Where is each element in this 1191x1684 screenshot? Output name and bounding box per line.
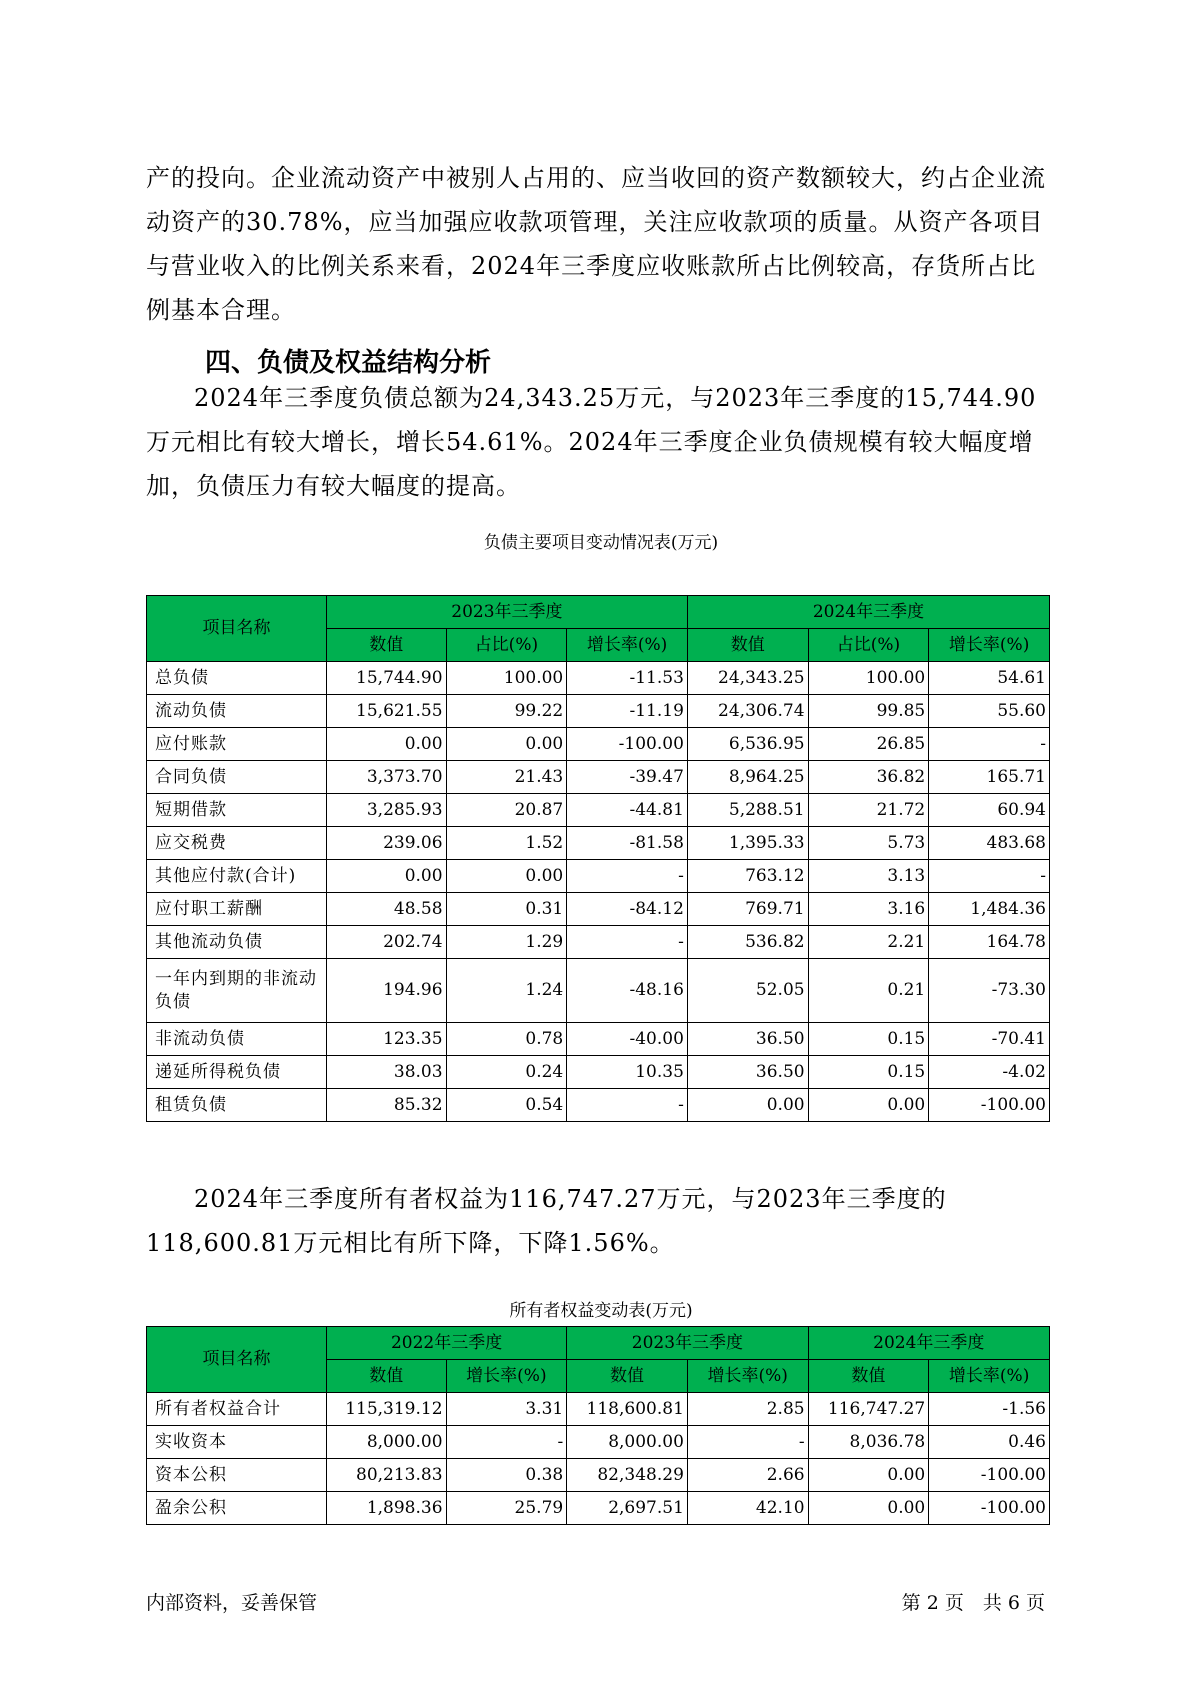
cell-growth: -100.00 — [929, 1089, 1050, 1122]
cell-value: 0.00 — [326, 728, 446, 761]
table1-col-value: 数值 — [687, 629, 808, 662]
cell-growth: - — [929, 860, 1050, 893]
table-row — [147, 860, 1050, 893]
cell-growth: - — [567, 926, 688, 959]
cell-value: 0.00 — [687, 1089, 808, 1122]
cell-growth: -11.53 — [567, 662, 688, 695]
table-row — [147, 1056, 1050, 1089]
cell-value: 3,285.93 — [326, 794, 446, 827]
cell-growth: - — [567, 860, 688, 893]
cell-value: 194.96 — [326, 959, 446, 1023]
cell-value: 24,306.74 — [687, 695, 808, 728]
cell-value: 239.06 — [326, 827, 446, 860]
table1-col-share: 占比(%) — [446, 629, 567, 662]
cell-share: 0.78 — [446, 1023, 567, 1056]
cell-growth: 164.78 — [929, 926, 1050, 959]
row-label: 所有者权益合计 — [147, 1393, 327, 1426]
table2-col-value: 数值 — [808, 1360, 929, 1393]
cell-growth: -100.00 — [567, 728, 688, 761]
cell-growth: -48.16 — [567, 959, 688, 1023]
cell-share: 0.00 — [446, 860, 567, 893]
table2-col-growth: 增长率(%) — [687, 1360, 808, 1393]
cell-value: 763.12 — [687, 860, 808, 893]
cell-growth: 25.79 — [446, 1492, 567, 1525]
cell-share: 36.82 — [808, 761, 929, 794]
cell-value: 769.71 — [687, 893, 808, 926]
cell-value: 24,343.25 — [687, 662, 808, 695]
cell-value: 2,697.51 — [567, 1492, 688, 1525]
cell-value: 6,536.95 — [687, 728, 808, 761]
cell-value: 15,744.90 — [326, 662, 446, 695]
cell-share: 0.21 — [808, 959, 929, 1023]
cell-share: 0.15 — [808, 1056, 929, 1089]
table-row — [147, 827, 1050, 860]
cell-growth: -81.58 — [567, 827, 688, 860]
footer-confidential-note: 内部资料，妥善保管 — [146, 1592, 318, 1614]
row-label: 实收资本 — [147, 1426, 327, 1459]
table-row — [147, 926, 1050, 959]
cell-growth: -40.00 — [567, 1023, 688, 1056]
cell-growth: 3.31 — [446, 1393, 567, 1426]
cell-share: 99.85 — [808, 695, 929, 728]
table-row — [147, 794, 1050, 827]
cell-value: 8,036.78 — [808, 1426, 929, 1459]
table2-col-value: 数值 — [567, 1360, 688, 1393]
table-row — [147, 1492, 1050, 1525]
cell-growth: 483.68 — [929, 827, 1050, 860]
row-label: 短期借款 — [147, 794, 327, 827]
cell-growth: -70.41 — [929, 1023, 1050, 1056]
cell-value: 3,373.70 — [326, 761, 446, 794]
row-label: 递延所得税负债 — [147, 1056, 327, 1089]
cell-growth: 2.66 — [687, 1459, 808, 1492]
cell-value: 0.00 — [808, 1492, 929, 1525]
cell-value: 123.35 — [326, 1023, 446, 1056]
cell-growth: -44.81 — [567, 794, 688, 827]
cell-growth: - — [929, 728, 1050, 761]
cell-value: 115,319.12 — [326, 1393, 446, 1426]
cell-growth: 0.38 — [446, 1459, 567, 1492]
cell-growth: 0.46 — [929, 1426, 1050, 1459]
cell-growth: - — [446, 1426, 567, 1459]
cell-share: 0.24 — [446, 1056, 567, 1089]
cell-value: 36.50 — [687, 1056, 808, 1089]
cell-share: 3.13 — [808, 860, 929, 893]
table-row — [147, 893, 1050, 926]
row-label: 盈余公积 — [147, 1492, 327, 1525]
row-label: 应交税费 — [147, 827, 327, 860]
cell-value: 15,621.55 — [326, 695, 446, 728]
cell-value: 5,288.51 — [687, 794, 808, 827]
row-label: 资本公积 — [147, 1459, 327, 1492]
cell-value: 202.74 — [326, 926, 446, 959]
cell-share: 0.00 — [808, 1089, 929, 1122]
table-row — [147, 662, 1050, 695]
row-label: 一年内到期的非流动负债 — [147, 959, 327, 1023]
cell-value: 36.50 — [687, 1023, 808, 1056]
cell-share: 5.73 — [808, 827, 929, 860]
row-label: 应付账款 — [147, 728, 327, 761]
cell-value: 8,964.25 — [687, 761, 808, 794]
table-row — [147, 959, 1050, 1023]
cell-growth: - — [687, 1426, 808, 1459]
table2-col-growth: 增长率(%) — [929, 1360, 1050, 1393]
table1-period-b-header: 2024年三季度 — [687, 596, 1049, 629]
paragraph-asset-summary: 产的投向。企业流动资产中被别人占用的、应当收回的资产数额较大，约占企业流动资产的30.78%，应当加强应收款项管理，关注应收款项的质量。从资产各项目与营业收入的比例关系来看，2024年三季度应收账款所占比例较高，存货所占比例基本合理。 — [146, 164, 1046, 324]
cell-growth: -4.02 — [929, 1056, 1050, 1089]
table1-col-value: 数值 — [326, 629, 446, 662]
table2-col-value: 数值 — [326, 1360, 446, 1393]
cell-growth: 60.94 — [929, 794, 1050, 827]
table-row — [147, 761, 1050, 794]
table2-period-a-header: 2022年三季度 — [326, 1327, 566, 1360]
cell-value: 1,395.33 — [687, 827, 808, 860]
table-row — [147, 1426, 1050, 1459]
cell-value: 48.58 — [326, 893, 446, 926]
table-row — [147, 695, 1050, 728]
cell-share: 26.85 — [808, 728, 929, 761]
cell-value: 0.00 — [326, 860, 446, 893]
cell-growth: 42.10 — [687, 1492, 808, 1525]
table1-period-a-header: 2023年三季度 — [326, 596, 687, 629]
cell-growth: 1,484.36 — [929, 893, 1050, 926]
cell-share: 3.16 — [808, 893, 929, 926]
table-row — [147, 1023, 1050, 1056]
cell-growth: -84.12 — [567, 893, 688, 926]
table2-item-header: 项目名称 — [147, 1327, 327, 1393]
cell-growth: -73.30 — [929, 959, 1050, 1023]
cell-growth: 10.35 — [567, 1056, 688, 1089]
cell-share: 100.00 — [446, 662, 567, 695]
paragraph-equity-summary: 2024年三季度所有者权益为116,747.27万元，与2023年三季度的118,600.81万元相比有所下降，下降1.56%。 — [146, 1185, 947, 1257]
cell-share: 21.72 — [808, 794, 929, 827]
cell-growth: -11.19 — [567, 695, 688, 728]
cell-share: 1.24 — [446, 959, 567, 1023]
table1-col-growth: 增长率(%) — [567, 629, 688, 662]
cell-share: 21.43 — [446, 761, 567, 794]
cell-growth: 165.71 — [929, 761, 1050, 794]
row-label: 流动负债 — [147, 695, 327, 728]
row-label: 合同负债 — [147, 761, 327, 794]
equity-table — [146, 1326, 1050, 1525]
row-label: 租赁负债 — [147, 1089, 327, 1122]
table-row — [147, 1089, 1050, 1122]
cell-share: 0.31 — [446, 893, 567, 926]
cell-share: 1.29 — [446, 926, 567, 959]
cell-value: 8,000.00 — [326, 1426, 446, 1459]
table-row — [147, 1393, 1050, 1426]
table2-col-growth: 增长率(%) — [446, 1360, 567, 1393]
cell-share: 100.00 — [808, 662, 929, 695]
row-label: 非流动负债 — [147, 1023, 327, 1056]
table1-item-header: 项目名称 — [147, 596, 327, 662]
cell-share: 20.87 — [446, 794, 567, 827]
cell-growth: - — [567, 1089, 688, 1122]
cell-value: 118,600.81 — [567, 1393, 688, 1426]
cell-value: 8,000.00 — [567, 1426, 688, 1459]
row-label: 总负债 — [147, 662, 327, 695]
cell-growth: 54.61 — [929, 662, 1050, 695]
cell-growth: 55.60 — [929, 695, 1050, 728]
table1-caption: 负债主要项目变动情况表(万元) — [483, 533, 719, 553]
row-label: 其他应付款(合计) — [147, 860, 327, 893]
table-row — [147, 728, 1050, 761]
table1-col-share: 占比(%) — [808, 629, 929, 662]
cell-growth: -39.47 — [567, 761, 688, 794]
cell-value: 0.00 — [808, 1459, 929, 1492]
footer-page-number: 第 2 页 共 6 页 — [901, 1592, 1045, 1614]
cell-growth: -1.56 — [929, 1393, 1050, 1426]
liability-table — [146, 595, 1050, 1122]
table1-col-growth: 增长率(%) — [929, 629, 1050, 662]
cell-value: 536.82 — [687, 926, 808, 959]
cell-share: 0.15 — [808, 1023, 929, 1056]
table-row — [147, 1459, 1050, 1492]
cell-value: 52.05 — [687, 959, 808, 1023]
cell-share: 1.52 — [446, 827, 567, 860]
paragraph-liability-summary: 2024年三季度负债总额为24,343.25万元，与2023年三季度的15,744.90万元相比有较大增长，增长54.61%。2024年三季度企业负债规模有较大幅度增加，负债压力有较大幅度的提高。 — [146, 384, 1037, 500]
cell-value: 82,348.29 — [567, 1459, 688, 1492]
cell-value: 1,898.36 — [326, 1492, 446, 1525]
cell-value: 38.03 — [326, 1056, 446, 1089]
table2-caption: 所有者权益变动表(万元) — [509, 1301, 693, 1321]
cell-share: 99.22 — [446, 695, 567, 728]
row-label: 应付职工薪酬 — [147, 893, 327, 926]
section-heading: 四、负债及权益结构分析 — [205, 348, 492, 378]
cell-value: 80,213.83 — [326, 1459, 446, 1492]
table2-period-b-header: 2023年三季度 — [567, 1327, 808, 1360]
row-label: 其他流动负债 — [147, 926, 327, 959]
table2-period-c-header: 2024年三季度 — [808, 1327, 1049, 1360]
cell-growth: 2.85 — [687, 1393, 808, 1426]
cell-growth: -100.00 — [929, 1492, 1050, 1525]
cell-value: 116,747.27 — [808, 1393, 929, 1426]
cell-share: 2.21 — [808, 926, 929, 959]
cell-value: 85.32 — [326, 1089, 446, 1122]
cell-growth: -100.00 — [929, 1459, 1050, 1492]
cell-share: 0.54 — [446, 1089, 567, 1122]
cell-share: 0.00 — [446, 728, 567, 761]
